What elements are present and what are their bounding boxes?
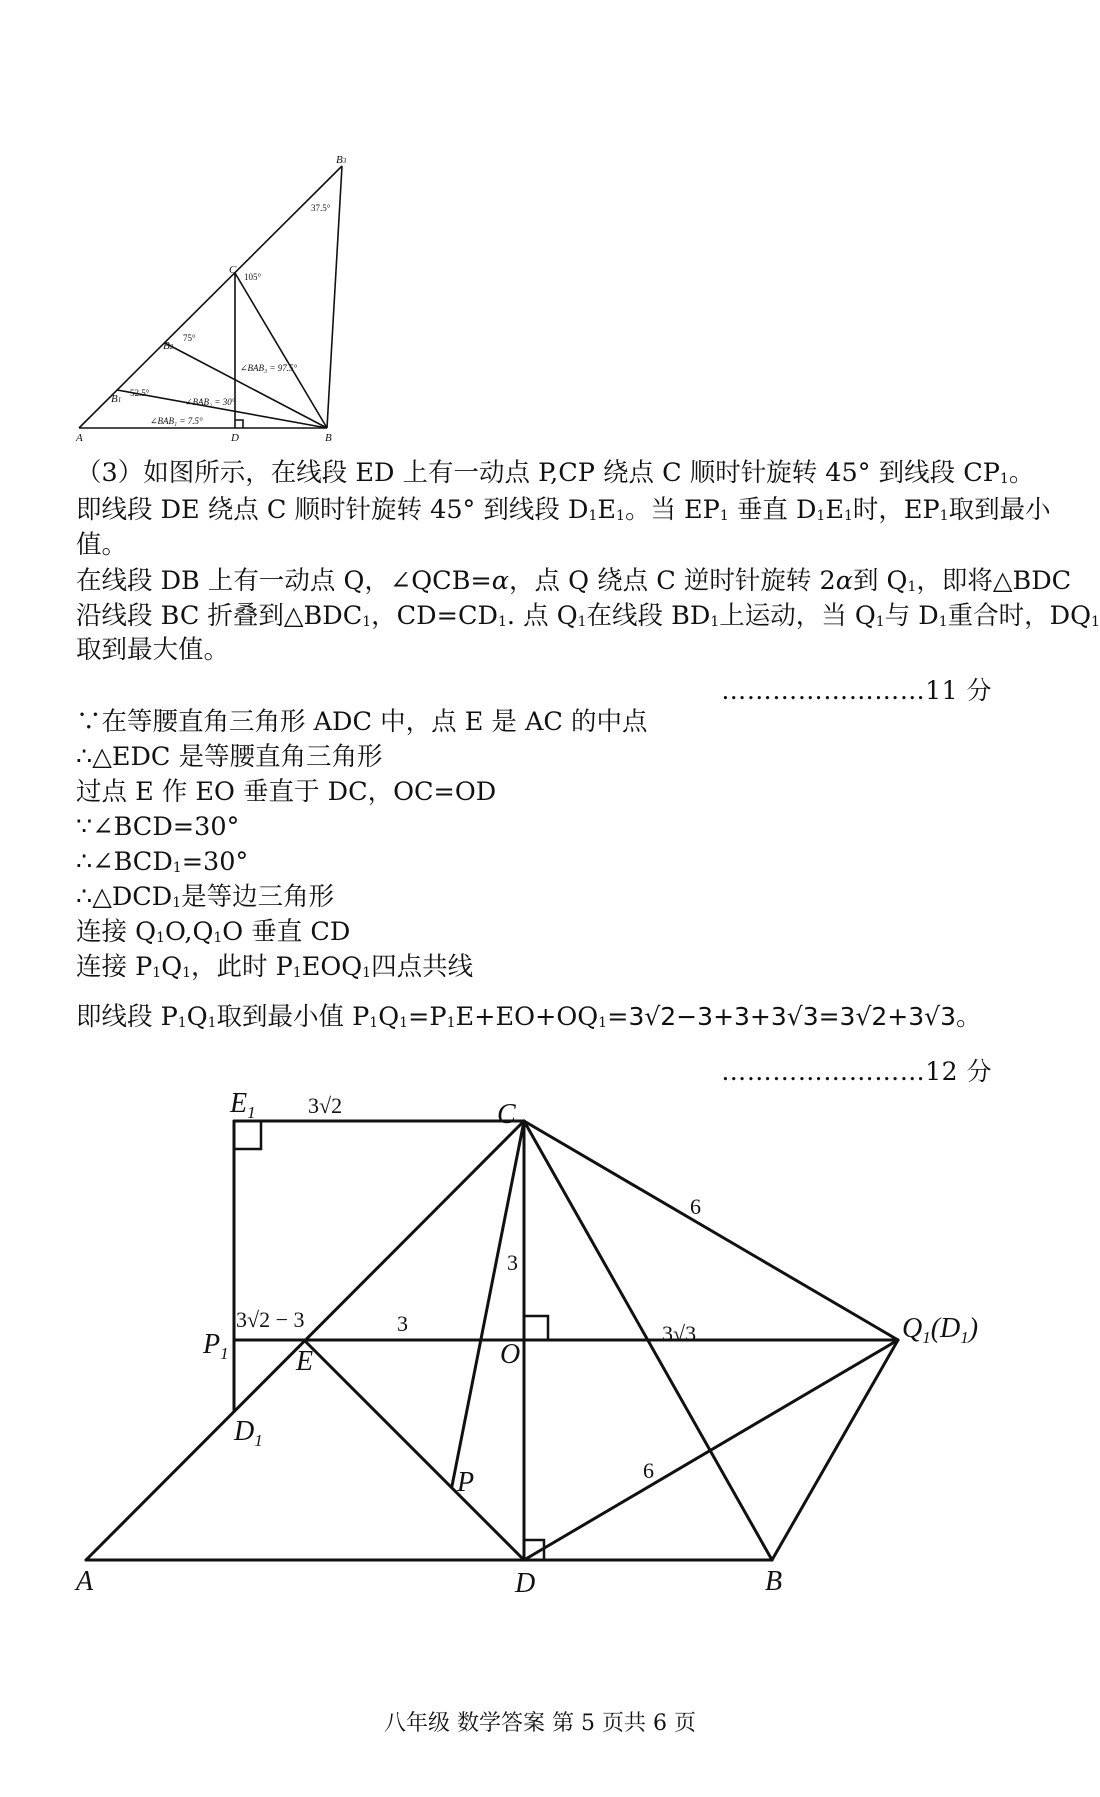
segment-bq1 bbox=[772, 1340, 898, 1560]
segment-dq1 bbox=[524, 1340, 898, 1560]
label-b1: B1 bbox=[111, 393, 122, 405]
segment-ed bbox=[304, 1340, 524, 1560]
label-a: A bbox=[76, 1566, 94, 1597]
page-footer: 八年级 数学答案 第 5 页共 6 页 bbox=[384, 1711, 696, 1736]
length-p1e: 3√2 − 3 bbox=[236, 1307, 305, 1332]
label-p: P bbox=[457, 1467, 475, 1498]
angle-bab2: ∠BAB₂ = 30° bbox=[185, 397, 236, 407]
label-q1-d1: $Q_1(D_1)$ bbox=[902, 1313, 979, 1347]
para3-line2: 即线段 DE 绕点 C 顺时针旋转 45° 到线段 $D_1E_1$。当 $EP_1$ 垂直 $D_1E_1$时，$EP_1$取到最小 bbox=[76, 495, 1051, 525]
segment-ab3 bbox=[79, 166, 342, 428]
para3-line1: （3）如图所示，在线段 ED 上有一动点 P,CP 绕点 C 顺时针旋转 45° 到线段 $CP_1$。 bbox=[76, 458, 1035, 488]
length-co: 3 bbox=[507, 1250, 518, 1275]
proof-line4: ∵∠BCD=30° bbox=[76, 812, 240, 842]
label-c: C bbox=[497, 1099, 516, 1130]
label-o: O bbox=[500, 1339, 521, 1370]
small-triangle-figure bbox=[0, 0, 1080, 460]
right-angle-mark-e1 bbox=[234, 1121, 261, 1149]
label-b: B bbox=[765, 1566, 783, 1597]
score-11: ……………………11 分 bbox=[721, 676, 992, 705]
label-b: B bbox=[325, 432, 332, 444]
segment-cb bbox=[524, 1121, 772, 1560]
angle-105: 105° bbox=[244, 272, 262, 282]
label-c: C bbox=[229, 264, 237, 276]
angle-37-5: 37.5° bbox=[311, 203, 331, 213]
proof-line2: ∴△EDC 是等腰直角三角形 bbox=[76, 742, 383, 772]
angle-52-5: 52.5° bbox=[130, 388, 150, 398]
angle-75: 75° bbox=[183, 333, 196, 343]
label-b2: B2 bbox=[163, 340, 174, 352]
para3-line3: 值。 bbox=[76, 530, 128, 560]
proof-line3: 过点 E 作 EO 垂直于 DC，OC=OD bbox=[76, 777, 497, 807]
length-dq1: 6 bbox=[643, 1458, 654, 1483]
para3-line4: 在线段 DB 上有一动点 Q，∠QCB=α，点 Q 绕点 C 逆时针旋转 2α到 $Q_1$，即将△BDC bbox=[76, 566, 1072, 596]
result-expression: 3√2−3+3+3√3=3√2+3√3 bbox=[628, 1002, 956, 1031]
length-e1c: 3√2 bbox=[308, 1093, 343, 1118]
label-a: A bbox=[76, 432, 83, 444]
para3-line5: 沿线段 BC 折叠到$\triangle BDC_1$，$CD=CD_1$. 点 $Q_1$在线段 $BD_1$上运动，当 $Q_1$与 $D_1$重合时，$DQ_1$ bbox=[76, 601, 1100, 631]
proof-line6: $\therefore\triangle DCD_1$是等边三角形 bbox=[76, 882, 335, 912]
score-12: ……………………12 分 bbox=[721, 1057, 992, 1086]
label-e1: $E_1$ bbox=[230, 1088, 256, 1122]
segment-ac bbox=[86, 1121, 524, 1560]
para3-line6: 取到最大值。 bbox=[76, 635, 230, 665]
proof-line5: $\therefore\angle BCD_1=30^\circ$ bbox=[76, 847, 249, 877]
label-d: D bbox=[515, 1568, 536, 1599]
label-b3: B3 bbox=[336, 154, 347, 166]
proof-line1: ∵在等腰直角三角形 ADC 中，点 E 是 AC 的中点 bbox=[76, 707, 648, 737]
proof-line8: 连接 $P_1Q_1$，此时 $P_1EOQ_1$四点共线 bbox=[76, 952, 474, 982]
length-eo: 3 bbox=[397, 1311, 408, 1336]
angle-bab3: ∠BAB₃ = 97.5° bbox=[240, 363, 298, 373]
proof-line7: 连接 $Q_1O,Q_1O$ 垂直 CD bbox=[76, 917, 351, 947]
right-angle-mark-d bbox=[235, 420, 243, 428]
segment-cp bbox=[452, 1121, 524, 1486]
angle-bab1: ∠BAB₁ = 7.5° bbox=[150, 416, 203, 426]
right-angle-mark-o bbox=[524, 1316, 548, 1340]
label-p1: $P_1$ bbox=[203, 1329, 229, 1363]
segment-cq1 bbox=[524, 1121, 898, 1340]
label-d: D bbox=[231, 432, 239, 444]
length-cq1: 6 bbox=[690, 1194, 701, 1219]
right-angle-mark-d bbox=[524, 1540, 544, 1560]
label-e: E bbox=[296, 1346, 314, 1377]
proof-line9: 即线段 $P_1Q_1$取到最小值 $P_1Q_1=P_1E+EO+OQ_1=3√2-3+3+3√3=3√2+3√3$。 bbox=[76, 1002, 982, 1032]
label-d1: $D_1$ bbox=[234, 1416, 263, 1450]
length-oq1: 3√3 bbox=[662, 1321, 697, 1346]
